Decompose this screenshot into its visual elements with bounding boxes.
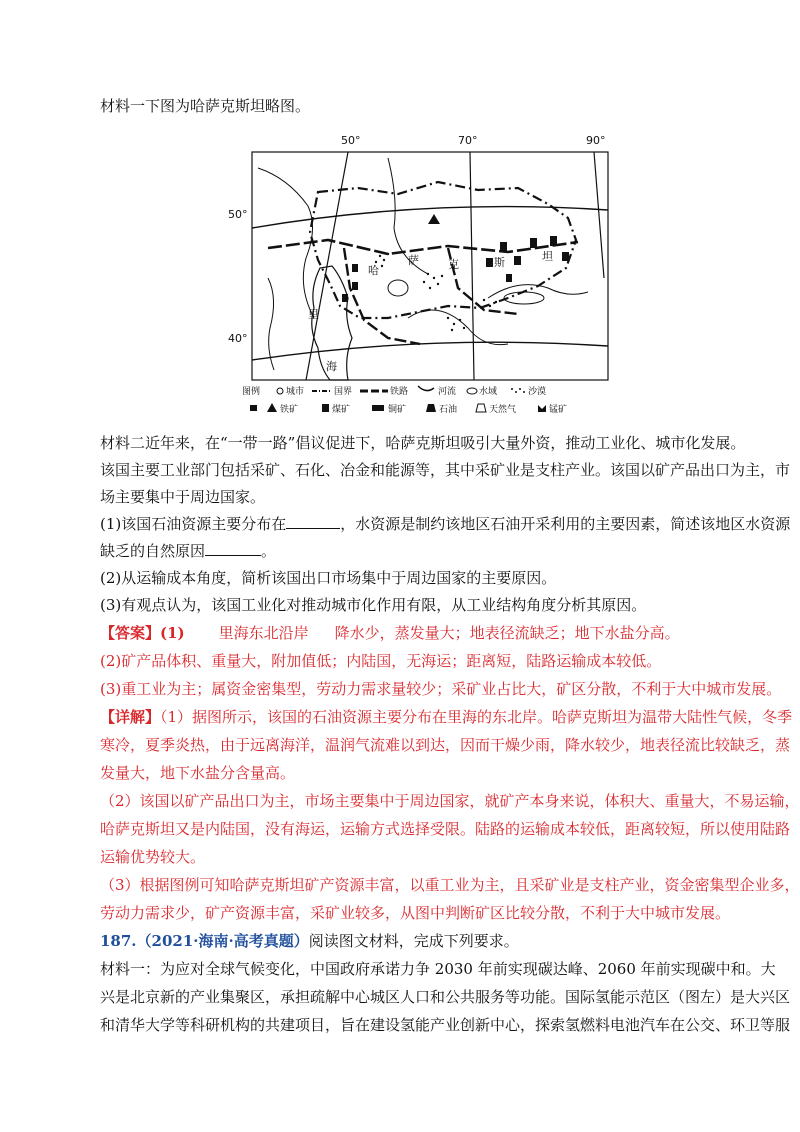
legend-copper-icon — [372, 405, 384, 411]
question-2: (2)从运输成本角度，简析该国出口市场集中于周边国家的主要原因。 — [100, 569, 557, 587]
answer-1-part2: 降水少，蒸发量大；地表径流缺乏；地下水盐分高。 — [334, 624, 680, 642]
legend-iron-icon-b — [267, 403, 277, 412]
material2-line1: 材料二近年来，在“一带一路”倡议促进下，哈萨克斯坦吸引大量外资，推动工业化、城市化发展。 — [100, 434, 746, 452]
detail-p1-line1 — [100, 707, 793, 727]
q187-source: （2021·海南·高考真题） — [136, 932, 309, 950]
legend-oil: 石油 — [439, 405, 458, 415]
q1-text-a: (1)该国石油资源主要分布在 — [100, 515, 287, 533]
legend-river: 河流 — [438, 387, 457, 397]
legend-water-icon — [467, 388, 477, 394]
legend-city: 城市 — [286, 387, 305, 397]
question-3: (3)有观点认为，该国工业化对推动城市化作用有限，从工业结构角度分析其原因。 — [100, 596, 647, 614]
map-label-hai: 海 — [326, 360, 337, 373]
lon-50-line — [306, 152, 348, 380]
answer-2: (2)矿产品体积、重量大，附加值低；内陆国，无海运；距离短，陆路运输成本较低。 — [100, 652, 662, 670]
national-border — [310, 182, 576, 318]
q187-material1-line2: 兴是北京新的产业集聚区，承担疏解中心城区人口和公共服务等功能。国际氢能示范区（图左）是大兴区 — [100, 988, 791, 1006]
detail-p1-line2: 寒冷，夏季炎热，由于远离海洋，温润气流难以到达，因而干燥少雨，降水较少，地表径流比较缺乏，蒸 — [100, 736, 791, 754]
legend-border: 国界 — [334, 387, 353, 397]
map-label-si: 斯 — [494, 256, 505, 269]
q1-blank-1 — [286, 514, 340, 529]
q187-material1-line3: 和清华大学等科研机构的共建项目，旨在建设氢能产业创新中心，探索氢燃料电池汽车在公交、环卫等服 — [100, 1016, 791, 1034]
legend-iron-icon-a — [250, 405, 257, 411]
detail-p2-line3: 运输优势较大。 — [100, 848, 206, 866]
lon-label-50-text: 50° — [341, 134, 361, 147]
legend-gas-icon — [476, 404, 486, 412]
lat-label-40-text: 40° — [228, 332, 248, 345]
question-1-line1 — [100, 514, 791, 534]
legend-coal: 煤矿 — [332, 405, 351, 415]
answer-1-part1: 里海东北沿岸 — [218, 624, 309, 642]
detail-p2-line2: 哈萨克斯坦又是内陆国，没有海运，运输方式选择受限。陆路的运输成本较低，距离较短，所以使用陆路 — [100, 820, 791, 838]
aral-lake — [388, 280, 408, 296]
q187-instruction: 阅读图文材料，完成下列要求。 — [308, 932, 519, 950]
detail-p3-line1: （3）根据图例可知哈萨克斯坦矿产资源丰富，以重工业为主，且采矿业是支柱产业，资金密集型企业多， — [100, 876, 800, 894]
q1-text-d: 。 — [261, 542, 277, 560]
legend-manganese-icon — [538, 405, 546, 412]
kazakhstan-map — [242, 148, 612, 418]
legend-river-icon — [418, 386, 434, 391]
detail-p2-line1: （2）该国以矿产品出口为主，市场主要集中于周边国家，就矿产本身来说，体积大、重量大，不易运输， — [100, 792, 800, 810]
material1-intro: 材料一下图为哈萨克斯坦略图。 — [100, 97, 311, 115]
legend-oil-icon — [426, 404, 436, 412]
legend-manganese: 锰矿 — [549, 405, 568, 415]
legend-iron: 铁矿 — [280, 405, 299, 415]
lon-70-line — [470, 152, 474, 380]
lon-90-line — [594, 152, 604, 278]
map-label-ha: 哈 — [368, 264, 379, 277]
q1-text-b: ，水资源是制约该地区石油开采利用的主要因素，简述该地区水资源 — [340, 515, 791, 533]
map-label-li: 里 — [308, 308, 319, 321]
lon-label-90-text: 90° — [586, 134, 606, 147]
answer-tag: 【答案】 — [100, 624, 161, 642]
answer-1-num: (1) — [160, 624, 185, 642]
legend-desert: 沙漠 — [528, 387, 547, 397]
balkhash-lake — [504, 292, 544, 304]
material2-line3: 场主要集中于周边国家。 — [100, 488, 266, 506]
legend-coal-icon — [322, 404, 329, 412]
legend-rail: 铁路 — [390, 387, 409, 397]
legend-desert-icon — [511, 388, 525, 393]
legend-title: 图例 — [242, 387, 261, 397]
legend-water: 水域 — [479, 387, 498, 397]
map-legend — [242, 385, 567, 415]
detail-p1-l1: （1）据图所示，该国的石油资源主要分布在里海的东北岸。哈萨克斯坦为温带大陆性气候，冬季 — [160, 708, 793, 726]
legend-city-icon — [277, 388, 283, 394]
q1-text-c: 缺乏的自然原因 — [100, 542, 206, 560]
lat-label-50-text: 50° — [228, 208, 248, 221]
q187-number: 187. — [100, 932, 137, 950]
lat-40-line — [252, 342, 608, 360]
lon-label-70-text: 70° — [458, 134, 478, 147]
q1-blank-2 — [205, 541, 261, 556]
question-187-header — [100, 931, 720, 951]
river-4 — [408, 310, 508, 345]
answer-1 — [100, 623, 720, 643]
legend-gas: 天然气 — [489, 405, 517, 415]
map-label-tan: 坦 — [542, 250, 553, 263]
map-frame — [252, 152, 608, 380]
desert-areas — [375, 253, 497, 331]
question-1-line2 — [100, 541, 720, 561]
legend-copper: 铜矿 — [388, 405, 407, 415]
map-label-ke: 克 — [448, 258, 459, 271]
q187-material1-line1: 材料一：为应对全球气候变化，中国政府承诺力争 2030 年前实现碳达峰、2060 年前实现碳中和。大 — [100, 960, 776, 978]
detail-tag: 【详解】 — [100, 708, 161, 726]
answer-3: (3)重工业为主；属资金密集型，劳动力需求量较少；采矿业占比大，矿区分散，不利于大中城市发展。 — [100, 680, 782, 698]
river-5 — [268, 278, 274, 370]
map-label-sa: 萨 — [408, 254, 419, 267]
detail-p3-line2: 劳动力需求少，矿产资源丰富，采矿业较多，从图中判断矿区比较分散，不利于大中城市发展。 — [100, 904, 731, 922]
detail-p1-line3: 发量大，地下水盐分含量高。 — [100, 764, 296, 782]
material2-line2: 该国主要工业部门包括采矿、石化、冶金和能源等，其中采矿业是支柱产业。该国以矿产品出口为主，市 — [100, 461, 791, 479]
